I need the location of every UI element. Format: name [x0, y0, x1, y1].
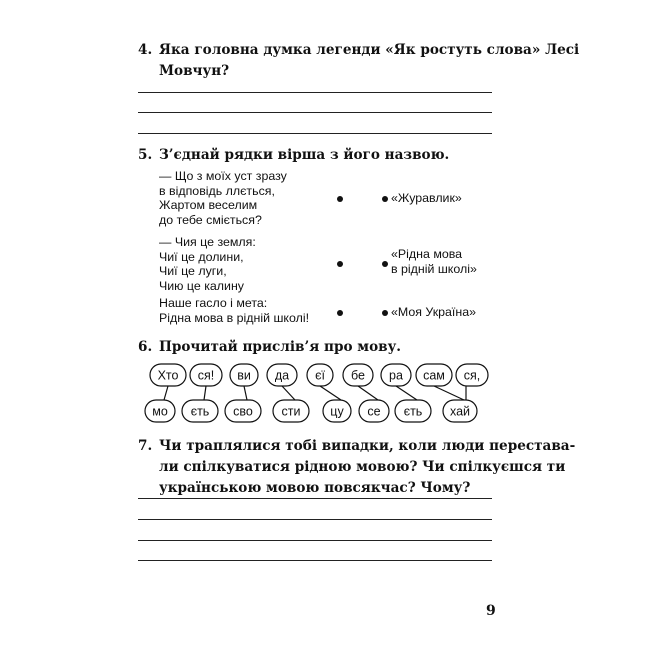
syllable-top-5[interactable] — [307, 364, 333, 386]
syllable-top-2-label: ся! — [197, 368, 215, 383]
syllable-connector-line — [434, 386, 464, 400]
syllable-bottom-5[interactable] — [323, 400, 351, 422]
answer-line-7-1[interactable] — [138, 498, 492, 499]
poem-title-1: «Журавлик» — [391, 191, 462, 205]
task-7-number: 7. — [138, 438, 153, 454]
task-4-number: 4. — [138, 42, 153, 58]
syllable-bottom-6[interactable] — [359, 400, 389, 422]
task-7-text-line-2: ли спілкуватися рідною мовою? Чи спілкуєшся ти — [159, 459, 566, 475]
syllable-connector-line — [282, 386, 295, 400]
task-7-text-line-3: українською мовою повсякчас? Чому? — [159, 480, 471, 496]
task-6-number: 6. — [138, 339, 153, 355]
syllable-bottom-7[interactable] — [395, 400, 431, 422]
task-5-number: 5. — [138, 147, 153, 163]
syllable-bottom-8[interactable] — [443, 400, 477, 422]
syllable-top-6[interactable] — [343, 364, 373, 386]
syllable-bottom-2-label: єть — [190, 404, 210, 419]
poem-title-3: «Моя Україна» — [391, 305, 476, 319]
syllable-connector-line — [204, 386, 206, 400]
syllable-bottom-5-label: цу — [330, 404, 344, 419]
task-7 — [138, 436, 575, 499]
syllable-bottom-7-label: єть — [403, 404, 423, 419]
poem-excerpt-1: — Що з моїх уст зразу в відповідь ллється, Жартом веселим до тебе сміється? — [159, 169, 287, 227]
task-6-text: Прочитай прислів’я про мову. — [159, 339, 402, 355]
syllable-top-3-label: ви — [237, 368, 251, 383]
task-5-text: З’єднай рядки вірша з його назвою. — [159, 147, 450, 163]
syllable-top-1[interactable] — [150, 364, 186, 386]
syllable-top-5-label: єї — [315, 368, 325, 383]
syllable-top-4[interactable] — [267, 364, 297, 386]
poem-title-2: «Рідна мова в рідній школі» — [391, 247, 477, 276]
poem-excerpt-3: Наше гасло і мета: Рідна мова в рідній школі! — [159, 296, 310, 325]
answer-line-7-4[interactable] — [138, 560, 492, 561]
answer-line-7-2[interactable] — [138, 519, 492, 520]
syllable-bottom-1-label: мо — [152, 404, 168, 419]
syllable-bottom-2[interactable] — [182, 400, 218, 422]
syllable-top-9-label: ся, — [463, 368, 481, 383]
task-7-text-line-1: Чи траплялися тобі випадки, коли люди перестава- — [159, 438, 576, 454]
syllable-connector-line — [358, 386, 378, 400]
syllable-connector-line — [396, 386, 417, 400]
syllable-bottom-6-label: се — [367, 404, 381, 419]
syllable-bottom-1[interactable] — [145, 400, 175, 422]
syllable-top-9[interactable] — [456, 364, 488, 386]
syllable-bottom-4-label: сти — [281, 404, 301, 419]
syllable-top-8[interactable] — [416, 364, 452, 386]
syllable-top-6-label: бе — [351, 368, 365, 383]
syllable-top-1-label: Хто — [157, 368, 179, 383]
task-4-text-line-2: Мовчун? — [159, 63, 230, 79]
syllable-connector-line — [244, 386, 247, 400]
syllable-bottom-3[interactable] — [225, 400, 261, 422]
syllable-connector-line — [164, 386, 168, 400]
syllable-top-2[interactable] — [190, 364, 222, 386]
poem-excerpt-2: — Чия це земля: Чиї це долини, Чиї це луги, Чию це калину — [159, 235, 256, 293]
syllable-bottom-4[interactable] — [273, 400, 309, 422]
syllable-bottom-8-label: хай — [449, 404, 471, 419]
task-4-text-line-1: Яка головна думка легенди «Як ростуть слова» Лесі — [159, 42, 580, 58]
syllable-top-7[interactable] — [381, 364, 411, 386]
syllable-top-7-label: ра — [389, 368, 403, 383]
syllable-bottom-3-label: сво — [233, 404, 253, 419]
syllable-top-4-label: да — [274, 368, 290, 383]
page-number: 9 — [486, 603, 496, 619]
answer-line-7-3[interactable] — [138, 540, 492, 541]
syllable-connector-line — [320, 386, 341, 400]
syllable-top-3[interactable] — [230, 364, 258, 386]
syllable-top-8-label: сам — [423, 368, 445, 383]
